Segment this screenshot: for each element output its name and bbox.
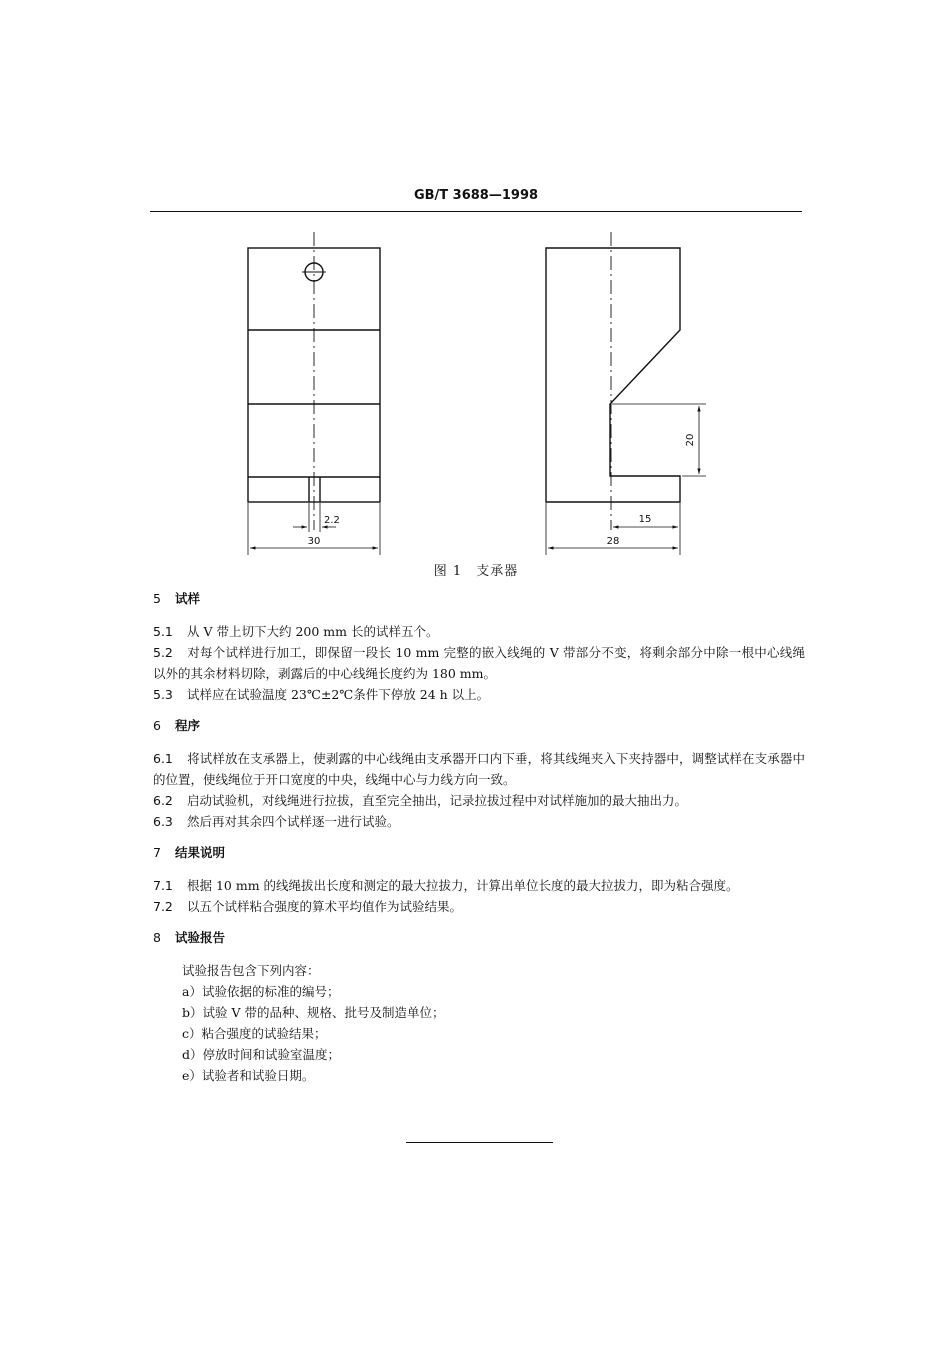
dim-slot-width: 2.2: [324, 515, 340, 526]
section-heading: 5 试样: [153, 591, 201, 606]
section-heading: 7 结果说明: [153, 845, 226, 860]
dim-side-width: 28: [606, 536, 620, 547]
report-list: [153, 960, 805, 1086]
clause: 6.1 将试样放在支承器上，使剥露的中心线绳由支承器开口内下垂，将其线绳夹入下夹持器中，调整试样在支承器中的位置，使线绳位于开口宽度的中央，线绳中心与力线方向一致。: [153, 751, 805, 787]
clause: 7.1 根据 10 mm 的线绳拔出长度和测定的最大拉拔力，计算出单位长度的最大拉拔力，即为粘合强度。: [153, 878, 739, 893]
front-view: [248, 232, 380, 555]
section-heading: 6 程序: [153, 718, 201, 733]
dim-height: 20: [685, 433, 696, 447]
list-item: e）试验者和试验日期。: [182, 1068, 315, 1083]
list-item: b）试验 V 带的品种、规格、批号及制造单位；: [182, 1005, 445, 1020]
clause: 6.3 然后再对其余四个试样逐一进行试验。: [153, 814, 400, 829]
document-code: GB/T 3688—1998: [413, 188, 539, 203]
side-view: [546, 232, 706, 555]
clause: 6.2 启动试验机，对线绳进行拉拔，直至完全抽出，记录拉拔过程中对试样施加的最大抽出力。: [153, 793, 688, 808]
list-item: c）粘合强度的试验结果；: [182, 1026, 327, 1041]
clause: 5.2 对每个试样进行加工，即保留一段长 10 mm 完整的嵌入线绳的 V 带部分不变，将剩余部分中除一根中心线绳以外的其余材料切除，剥露后的中心线绳长度约为 180 mm。: [153, 645, 805, 681]
clause: 7.2 以五个试样粘合强度的算术平均值作为试验结果。: [153, 899, 463, 914]
body-content: [153, 588, 805, 1086]
report-intro: 试验报告包含下列内容：: [182, 963, 320, 978]
figure-caption: 图 1 支承器: [433, 564, 519, 579]
list-item: a）试验依据的标准的编号；: [182, 984, 340, 999]
clause: 5.1 从 V 带上切下大约 200 mm 长的试样五个。: [153, 624, 439, 639]
end-rule: [406, 1142, 553, 1143]
section-heading: 8 试验报告: [153, 930, 226, 945]
dim-front-width: 30: [307, 536, 321, 547]
clause: 5.3 试样应在试验温度 23℃±2℃条件下停放 24 h 以上。: [153, 687, 490, 702]
list-item: d）停放时间和试验室温度；: [182, 1047, 341, 1062]
dim-overhang: 15: [638, 514, 652, 525]
